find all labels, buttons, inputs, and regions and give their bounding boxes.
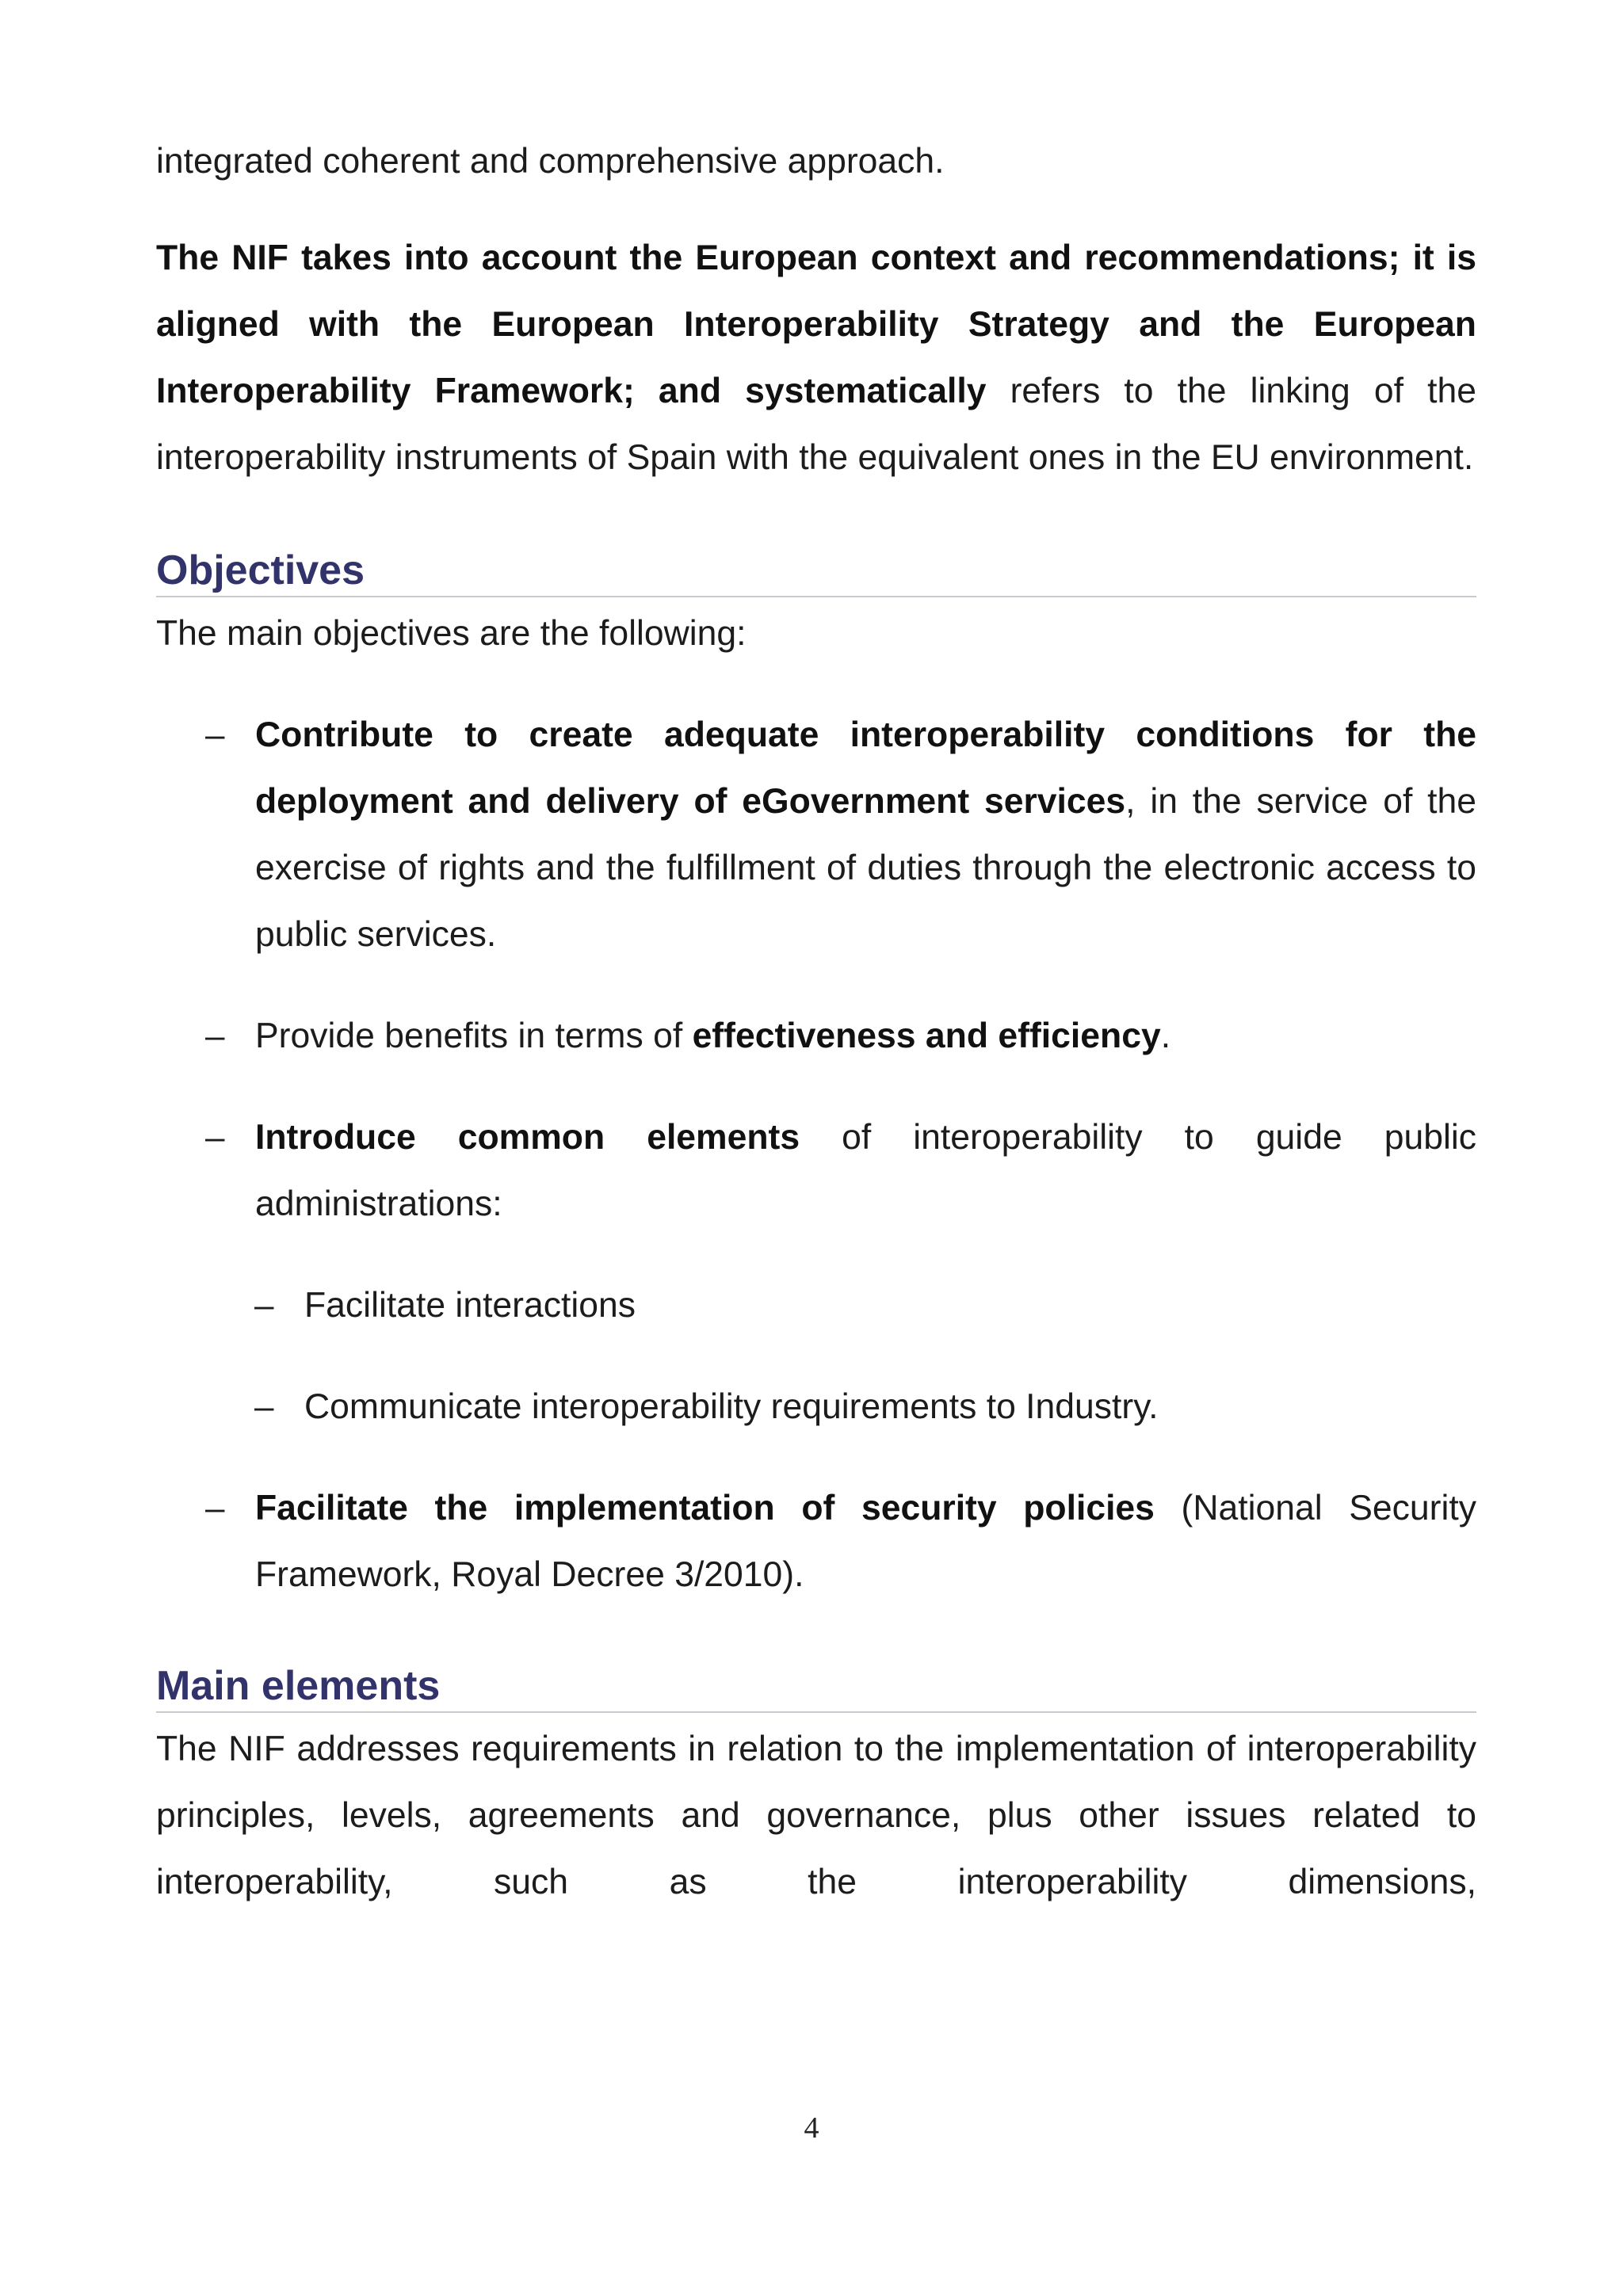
objective-item-4-bold: Facilitate the implementation of security policies: [255, 1489, 1155, 1527]
objective-item-3-text: [255, 1104, 1476, 1238]
intro-tail-text: integrated coherent and comprehensive approach.: [156, 142, 945, 181]
objective-subitem-2-text: Communicate interoperability requirements to Industry.: [304, 1387, 1159, 1426]
objective-item-3-bold: Introduce common elements: [255, 1118, 800, 1157]
page-number: 4: [804, 2111, 819, 2145]
objective-item-3: [156, 1104, 1476, 1238]
nif-paragraph-rest: refers to the linking of the interoperability instruments of Spain with the equivalent ones in the EU environment.: [156, 372, 1476, 477]
bullet-dash: –: [254, 1387, 274, 1426]
objective-subitem-1-text: Facilitate interactions: [304, 1286, 636, 1325]
main-elements-heading: Main elements: [156, 1662, 1476, 1713]
main-elements-text: The NIF addresses requirements in relation to the implementation of interoperability principles, levels, agreements and governance, plus other issues related to interoperability, such as the interoperability dimensions,: [156, 1730, 1476, 1901]
objective-item-1-bold: Contribute to create adequate interoperability conditions for the deployment and delivery of eGovernment services: [255, 715, 1476, 821]
objectives-heading: Objectives: [156, 547, 1476, 597]
bullet-dash: –: [205, 1118, 225, 1157]
bullet-dash: –: [205, 1016, 225, 1055]
objective-item-4: [156, 1475, 1476, 1608]
objective-item-2-pre: Provide benefits in terms of: [255, 1016, 693, 1055]
objective-item-1: [156, 702, 1476, 968]
objective-item-4-text: [255, 1475, 1476, 1608]
objective-subitem-2: [156, 1374, 1476, 1440]
objective-item-4-rest: (National Security Framework, Royal Decree 3/2010).: [255, 1489, 1476, 1594]
objective-item-1-text: [255, 702, 1476, 968]
nif-paragraph-bold: The NIF takes into account the European context and recommendations; it is aligned with the European Interoperability Strategy and the European Interoperability Framework; and systematically: [156, 238, 1476, 410]
nif-paragraph: [156, 225, 1476, 491]
objective-item-1-rest: , in the service of the exercise of rights and the fulfillment of duties through the electronic access to public services.: [255, 782, 1476, 954]
objective-item-2-bold: effectiveness and efficiency: [692, 1016, 1161, 1055]
objective-item-3-rest: of interoperability to guide public administrations:: [255, 1118, 1476, 1223]
bullet-dash: –: [205, 715, 225, 754]
bullet-dash: –: [205, 1489, 225, 1527]
objective-item-2: [156, 1003, 1476, 1070]
page-content: [156, 142, 1476, 1916]
bullet-dash: –: [254, 1286, 274, 1325]
objectives-intro: The main objectives are the following:: [156, 614, 747, 653]
objective-item-2-text: [255, 1003, 1476, 1070]
objective-subitem-1: [156, 1272, 1476, 1339]
objective-item-2-post: .: [1160, 1016, 1171, 1055]
